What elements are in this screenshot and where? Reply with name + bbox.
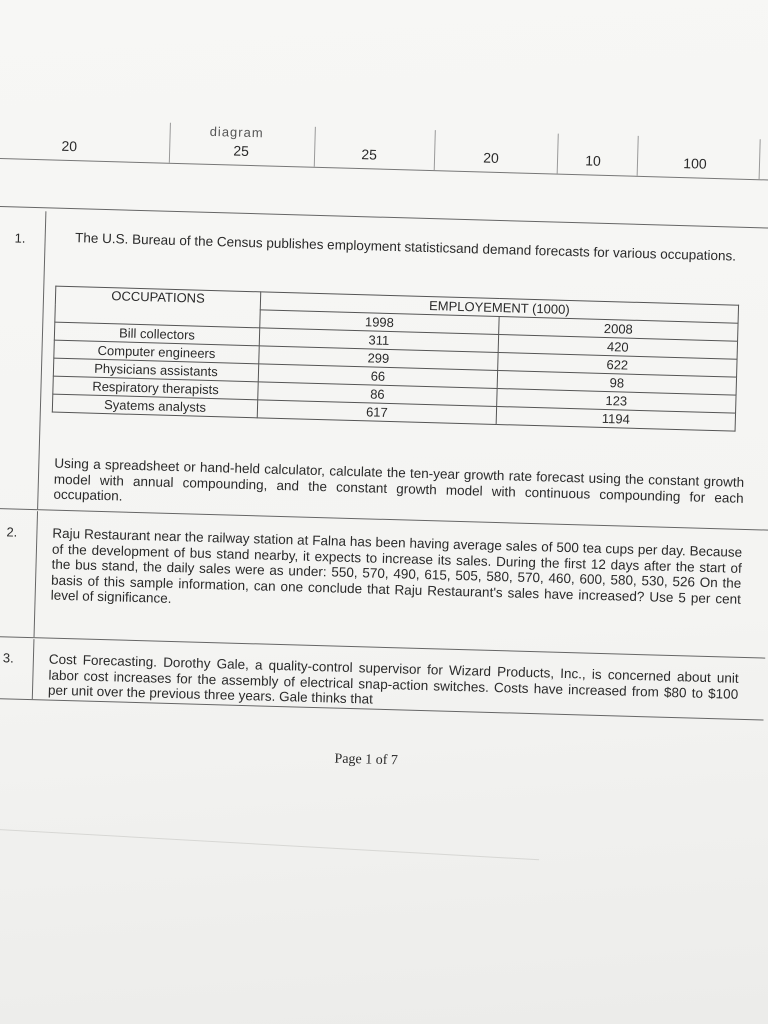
question-separator xyxy=(0,206,768,229)
score-value: 20 xyxy=(61,137,78,155)
header-year-2008: 2008 xyxy=(499,317,738,342)
score-header-fragment: diagram xyxy=(209,123,264,141)
question-3-text: Cost Forecasting. Dorothy Gale, a quality-control supervisor for Wizard Products, Inc., is concerned about unit labor cost increases for the assembly of electrical snap-action switches. Costs have increased from $80 to $100 per unit over the previous three years. Gale thinks that xyxy=(47,651,739,707)
score-value: 25 xyxy=(361,146,378,163)
page-edge xyxy=(0,828,539,860)
occupation-cell: Respiratory therapists xyxy=(53,376,258,400)
question-1-instruction: Using a spreadsheet or hand-held calculator, calculate the ten-year growth rate forecast using the constant growth model with annual compounding, and the constant growth model with continuous compounding for each occupation. xyxy=(53,455,745,506)
score-value: 25 xyxy=(233,142,250,159)
score-value: 20 xyxy=(483,149,500,166)
score-cell-divider xyxy=(314,127,316,167)
occupation-cell: Computer engineers xyxy=(54,340,259,364)
employment-table xyxy=(52,286,739,432)
header-employment: EMPLOYEMENT (1000) xyxy=(260,292,738,323)
value-1998-cell: 617 xyxy=(257,400,496,425)
question-number: 2. xyxy=(6,524,18,540)
question-number: 1. xyxy=(14,230,26,246)
score-cell-divider xyxy=(169,123,171,163)
value-1998-cell: 311 xyxy=(259,328,498,353)
value-1998-cell: 299 xyxy=(259,346,498,371)
header-occupations: OCCUPATIONS xyxy=(55,286,261,328)
score-value: 10 xyxy=(585,152,602,169)
value-1998-cell: 86 xyxy=(258,382,497,407)
page-number: Page 1 of 7 xyxy=(334,751,399,769)
occupation-cell: Bill collectors xyxy=(54,322,259,346)
score-value: 100 xyxy=(683,155,707,172)
value-2008-cell: 98 xyxy=(497,370,736,395)
value-2008-cell: 420 xyxy=(498,335,737,360)
question-divider xyxy=(37,211,46,509)
question-2-text: Raju Restaurant near the railway station at Falna has been having average sales of 500 tea cups per day. Because of the development of bus stand nearby, it expects to increase its sales. During the first 12 days after the start of the bus stand, the daily sales were as under: 550, 570, 490, 615, 505, 580, 570, 460, 600, 580, 530, 526 On the basis of this sample information, can one conclude that Raju Restaurant's sales have increased? Use 5 per cent level of significance. xyxy=(50,525,743,607)
score-cell-divider xyxy=(637,136,639,176)
score-cell-divider xyxy=(557,134,559,174)
question-divider xyxy=(32,639,35,699)
exam-sheet xyxy=(0,118,768,839)
value-2008-cell: 622 xyxy=(498,352,737,377)
value-2008-cell: 1194 xyxy=(496,406,735,431)
question-1 xyxy=(0,210,765,506)
question-3 xyxy=(0,638,753,707)
score-cell-divider xyxy=(759,139,761,179)
score-cell-divider xyxy=(434,130,436,170)
occupation-cell: Syatems analysts xyxy=(52,394,257,418)
occupation-cell: Physicians assistants xyxy=(53,358,258,382)
value-2008-cell: 123 xyxy=(497,388,736,413)
score-table-strip xyxy=(0,118,768,181)
header-year-1998: 1998 xyxy=(260,310,499,335)
value-1998-cell: 66 xyxy=(258,364,497,389)
question-divider xyxy=(34,511,39,637)
question-number: 3. xyxy=(2,650,14,666)
question-1-intro: The U.S. Bureau of the Census publishes employment statisticsand demand forecasts for various occupations. xyxy=(74,230,737,264)
